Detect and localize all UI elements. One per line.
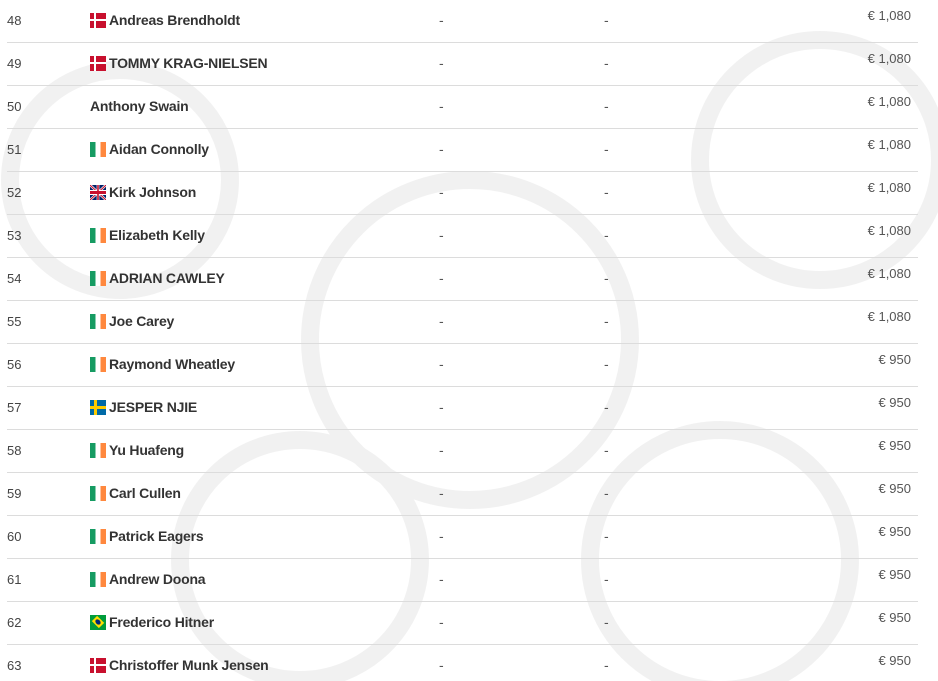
player-cell	[90, 571, 205, 587]
ireland-flag-icon	[90, 572, 106, 587]
position-cell: 49	[7, 56, 22, 71]
stat-cell-2: -	[604, 356, 609, 372]
stat-cell-2: -	[604, 141, 609, 157]
player-cell	[90, 227, 205, 243]
prize-cell: € 950	[878, 524, 911, 539]
stat-cell-1: -	[439, 399, 444, 415]
prize-cell: € 950	[878, 481, 911, 496]
position-cell: 57	[7, 400, 22, 415]
stat-cell-2: -	[604, 528, 609, 544]
stat-cell-1: -	[439, 184, 444, 200]
player-name[interactable]: Elizabeth Kelly	[109, 227, 205, 243]
table-row	[0, 645, 938, 681]
table-row	[0, 344, 938, 387]
player-cell	[90, 528, 203, 544]
player-cell	[90, 141, 209, 157]
stat-cell-2: -	[604, 571, 609, 587]
player-name[interactable]: Anthony Swain	[90, 98, 189, 114]
position-cell: 53	[7, 228, 22, 243]
stat-cell-1: -	[439, 141, 444, 157]
stat-cell-1: -	[439, 98, 444, 114]
stat-cell-1: -	[439, 313, 444, 329]
player-cell	[90, 657, 269, 673]
ireland-flag-icon	[90, 142, 106, 157]
united-kingdom-flag-icon	[90, 185, 106, 200]
table-row	[0, 559, 938, 602]
table-row	[0, 301, 938, 344]
stat-cell-2: -	[604, 313, 609, 329]
table-row	[0, 172, 938, 215]
player-cell	[90, 399, 197, 415]
stat-cell-2: -	[604, 657, 609, 673]
position-cell: 59	[7, 486, 22, 501]
player-name[interactable]: Patrick Eagers	[109, 528, 204, 544]
prize-cell: € 1,080	[867, 137, 911, 152]
ireland-flag-icon	[90, 228, 106, 243]
player-cell	[90, 98, 189, 114]
position-cell: 51	[7, 142, 22, 157]
stat-cell-2: -	[604, 485, 609, 501]
stat-cell-1: -	[439, 485, 444, 501]
player-name[interactable]: Frederico Hitner	[109, 614, 214, 630]
prize-cell: € 1,080	[867, 8, 911, 23]
position-cell: 62	[7, 615, 22, 630]
stat-cell-2: -	[604, 12, 609, 28]
player-name[interactable]: TOMMY KRAG-NIELSEN	[109, 55, 268, 71]
table-row	[0, 387, 938, 430]
table-row	[0, 0, 938, 43]
stat-cell-1: -	[439, 571, 444, 587]
ireland-flag-icon	[90, 357, 106, 372]
prize-cell: € 1,080	[867, 94, 911, 109]
prize-cell: € 1,080	[867, 266, 911, 281]
stat-cell-2: -	[604, 270, 609, 286]
ireland-flag-icon	[90, 271, 106, 286]
player-name[interactable]: Christoffer Munk Jensen	[109, 657, 269, 673]
sweden-flag-icon	[90, 400, 106, 415]
stat-cell-1: -	[439, 657, 444, 673]
player-name[interactable]: Aidan Connolly	[109, 141, 209, 157]
stat-cell-2: -	[604, 442, 609, 458]
denmark-flag-icon	[90, 56, 106, 71]
prize-cell: € 1,080	[867, 51, 911, 66]
prize-cell: € 950	[878, 352, 911, 367]
position-cell: 48	[7, 13, 22, 28]
stat-cell-2: -	[604, 55, 609, 71]
player-name[interactable]: JESPER NJIE	[109, 399, 198, 415]
position-cell: 56	[7, 357, 22, 372]
denmark-flag-icon	[90, 13, 106, 28]
player-cell	[90, 442, 184, 458]
stat-cell-2: -	[604, 98, 609, 114]
stat-cell-2: -	[604, 614, 609, 630]
ireland-flag-icon	[90, 529, 106, 544]
player-cell	[90, 614, 214, 630]
prize-cell: € 1,080	[867, 180, 911, 195]
stat-cell-1: -	[439, 528, 444, 544]
player-name[interactable]: ADRIAN CAWLEY	[109, 270, 225, 286]
table-row	[0, 86, 938, 129]
player-cell	[90, 12, 240, 28]
position-cell: 60	[7, 529, 22, 544]
stat-cell-2: -	[604, 227, 609, 243]
player-cell	[90, 356, 235, 372]
position-cell: 50	[7, 99, 22, 114]
prize-cell: € 1,080	[867, 309, 911, 324]
prize-cell: € 1,080	[867, 223, 911, 238]
position-cell: 63	[7, 658, 22, 673]
table-row	[0, 516, 938, 559]
position-cell: 52	[7, 185, 22, 200]
player-name[interactable]: Kirk Johnson	[109, 184, 197, 200]
ireland-flag-icon	[90, 443, 106, 458]
player-name[interactable]: Raymond Wheatley	[109, 356, 235, 372]
position-cell: 54	[7, 271, 22, 286]
table-row	[0, 602, 938, 645]
player-name[interactable]: Joe Carey	[109, 313, 175, 329]
stat-cell-1: -	[439, 614, 444, 630]
player-cell	[90, 313, 174, 329]
table-row	[0, 43, 938, 86]
stat-cell-1: -	[439, 12, 444, 28]
player-name[interactable]: Carl Cullen	[109, 485, 181, 501]
table-row	[0, 129, 938, 172]
player-name[interactable]: Andreas Brendholdt	[109, 12, 240, 28]
table-row	[0, 258, 938, 301]
ireland-flag-icon	[90, 314, 106, 329]
prize-cell: € 950	[878, 610, 911, 625]
stat-cell-1: -	[439, 270, 444, 286]
prize-cell: € 950	[878, 653, 911, 668]
stat-cell-2: -	[604, 399, 609, 415]
player-cell	[90, 270, 225, 286]
stat-cell-1: -	[439, 227, 444, 243]
stat-cell-1: -	[439, 356, 444, 372]
stat-cell-2: -	[604, 184, 609, 200]
table-row	[0, 430, 938, 473]
stat-cell-1: -	[439, 55, 444, 71]
table-row	[0, 215, 938, 258]
table-row	[0, 473, 938, 516]
player-cell	[90, 55, 267, 71]
player-cell	[90, 485, 181, 501]
player-name[interactable]: Yu Huafeng	[109, 442, 185, 458]
denmark-flag-icon	[90, 658, 106, 673]
stat-cell-1: -	[439, 442, 444, 458]
ireland-flag-icon	[90, 486, 106, 501]
player-cell	[90, 184, 196, 200]
prize-cell: € 950	[878, 395, 911, 410]
brazil-flag-icon	[90, 615, 106, 630]
position-cell: 58	[7, 443, 22, 458]
prize-cell: € 950	[878, 438, 911, 453]
player-name[interactable]: Andrew Doona	[109, 571, 206, 587]
position-cell: 61	[7, 572, 22, 587]
prize-cell: € 950	[878, 567, 911, 582]
position-cell: 55	[7, 314, 22, 329]
